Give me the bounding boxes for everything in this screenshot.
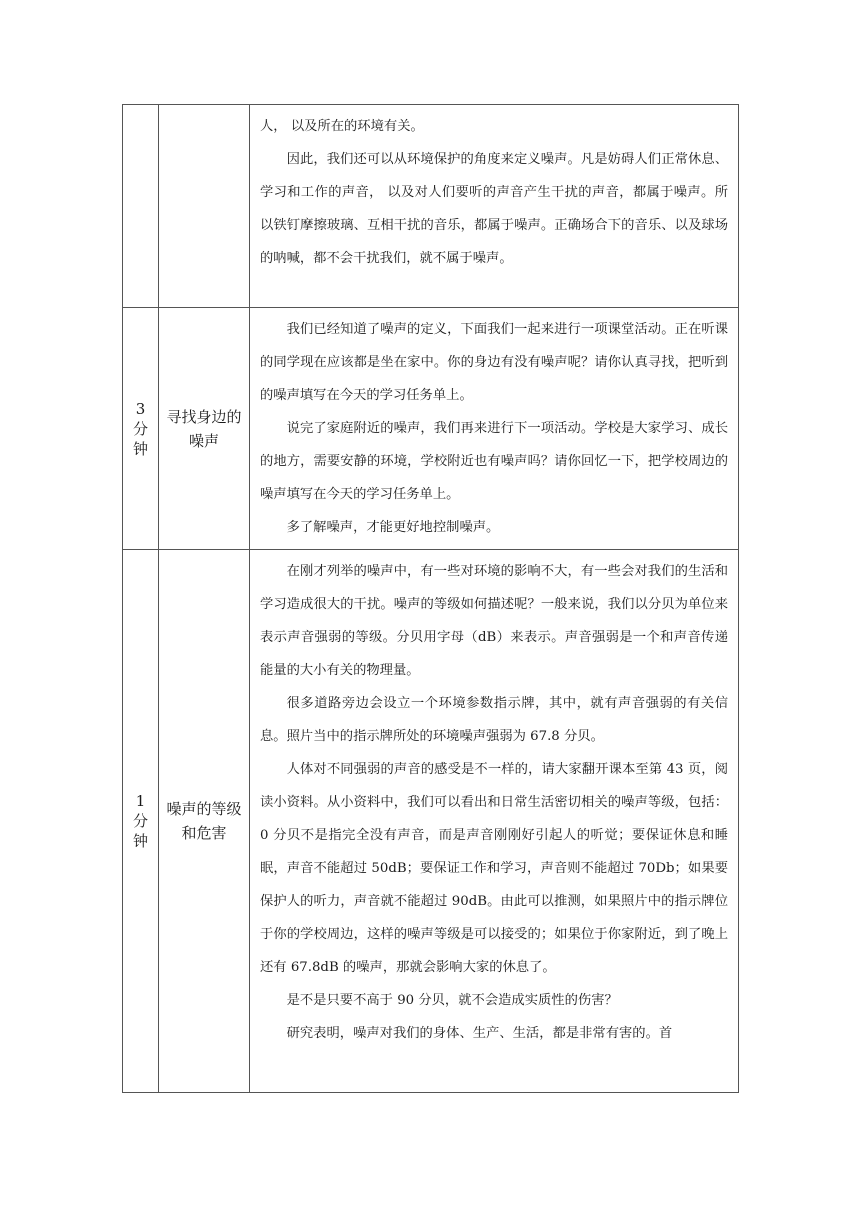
paragraph: 很多道路旁边会设立一个环境参数指示牌，其中，就有声音强弱的有关信息。照片当中的指示牌所处的环境噪声强弱为 67.8 分贝。 (260, 696, 728, 744)
paragraph: 我们已经知道了噪声的定义，下面我们一起来进行一项课堂活动。正在听课的同学现在应该都是坐在家中。你的身边有没有噪声呢？请你认真寻找，把听到的噪声填写在今天的学习任务单上。 (260, 322, 728, 403)
time-cell (123, 550, 159, 1093)
time-unit-2: 钟 (132, 832, 148, 850)
paragraph: 因此，我们还可以从环境保护的角度来定义噪声。凡是妨碍人们正常休息、学习和工作的声音， 以及对人们要听的声音产生干扰的声音，都属于噪声。所以铁钉摩擦玻璃、互相干扰的音乐，都属于噪声。正确场合下的音乐、以及球场的呐喊，都不会干扰我们，就不属于噪声。 (260, 152, 728, 266)
content-cell (250, 550, 739, 1093)
topic-cell: 寻找身边的噪声 (159, 308, 250, 550)
table-row (123, 550, 739, 1093)
time-cell (123, 105, 159, 308)
time-digit: 3 (135, 399, 146, 418)
time-unit-1: 分 (132, 419, 148, 438)
paragraph: 研究表明，噪声对我们的身体、生产、生活，都是非常有害的。首 (286, 1026, 673, 1041)
table-row (123, 105, 739, 308)
time-digit: 1 (135, 792, 146, 810)
lesson-plan-table (122, 104, 739, 1093)
paragraph: 人， 以及所在的环境有关。 (260, 119, 424, 134)
time-cell (123, 308, 159, 550)
table-row (123, 308, 739, 550)
paragraph: 多了解噪声，才能更好地控制噪声。 (286, 520, 500, 535)
content-cell (250, 105, 739, 308)
paragraph: 人体对不同强弱的声音的感受是不一样的，请大家翻开课本至第 43 页，阅读小资料。从小资料中，我们可以看出和日常生活密切相关的噪声等级，包括：0 分贝不是指完全没有声音，而是声音刚刚好引起人的听觉；要保证休息和睡眠，声音不能超过 50dB；要保证工作和学习，声音则不能超过 70Db；如果要保护人的听力，声音就不能超过 90dB。由此可以推测，如果照片中的指示牌位于你的学校周边，这样的噪声等级是可以接受的；如果位于你家附近，到了晚上还有 67.8dB 的噪声，那就会影响大家的休息了。 (260, 762, 728, 975)
paragraph: 在刚才列举的噪声中，有一些对环境的影响不大，有一些会对我们的生活和学习造成很大的干扰。噪声的等级如何描述呢？一般来说，我们以分贝为单位来表示声音强弱的等级。分贝用字母（dB）来表示。声音强弱是一个和声音传递能量的大小有关的物理量。 (260, 564, 728, 678)
paragraph: 说完了家庭附近的噪声，我们再来进行下一项活动。学校是大家学习、成长的地方，需要安静的环境，学校附近也有噪声吗？请你回忆一下，把学校周边的噪声填写在今天的学习任务单上。 (260, 421, 728, 502)
topic-cell (159, 105, 250, 308)
paragraph: 是不是只要不高于 90 分贝，就不会造成实质性的伤害？ (286, 993, 618, 1008)
time-unit-1: 分 (132, 812, 148, 830)
content-cell (250, 308, 739, 550)
topic-cell: 噪声的等级和危害 (159, 550, 250, 1093)
time-unit-2: 钟 (132, 439, 148, 458)
